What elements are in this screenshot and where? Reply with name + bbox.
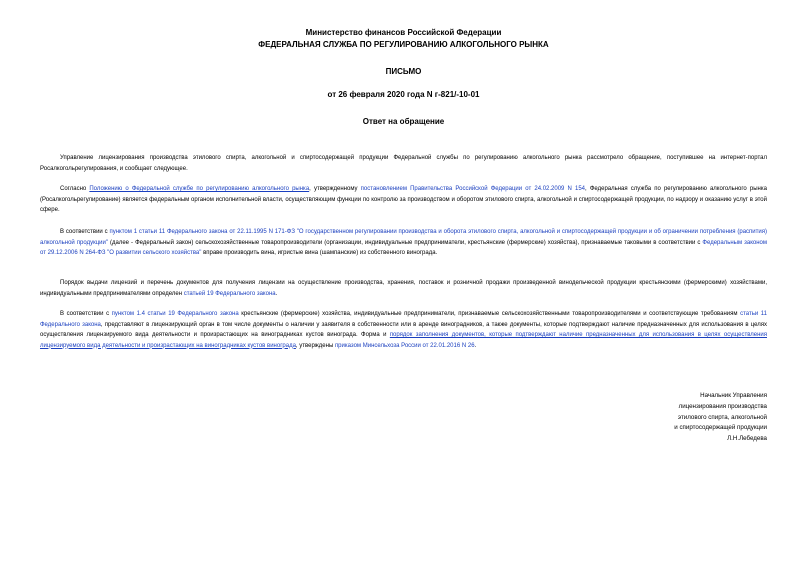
paragraph-3-text-3: вправе производить вина, игристые вина (шампанские) из собственного винограда. <box>201 250 438 256</box>
paragraph-2 <box>40 184 767 216</box>
paragraph-3 <box>40 227 767 259</box>
link-minselkhoz-order-26[interactable]: приказом Минсельхоза России от 22.01.2016 N 26 <box>334 342 475 349</box>
paragraph-3-text-2: (далее - Федеральный закон) сельскохозяйственные товаропроизводители (организации, индивидуальные предприниматели, крестьянские (фермерские) хозяйства), признаваемые таковыми в соответствии с <box>107 239 703 246</box>
link-government-decree-154[interactable]: постановлением Правительства Российской Федерации от 24.02.2009 N 154 <box>360 186 586 192</box>
link-filling-procedure[interactable]: порядок заполнения документов, которые подтверждают наличие предназначенных для использования в целях осуществления лицензируемого вида деятельности и произрастающих на виноградниках кустов винограда <box>40 332 767 349</box>
paragraph-2-text-3: , Федеральная служба по регулированию алкогольного рынка (Росалкогольрегулирование) является федеральным органом исполнительной власти, осуществляющим функции по контролю за производством и оборотом этилового спирта, алкогольной и спиртосодержащей продукции, по надзору и оказанию услуг в этой сфере. <box>40 186 767 213</box>
signature-department-1: лицензирования производства <box>678 402 767 410</box>
document-date-number: от 26 февраля 2020 года N г-821/-10-01 <box>327 90 480 99</box>
document-type: ПИСЬМО <box>385 67 422 76</box>
paragraph-4-text-2: . <box>275 290 278 297</box>
document-subject: Ответ на обращение <box>362 117 445 126</box>
paragraph-4 <box>40 278 767 299</box>
signature-department-2: этилового спирта, алкогольной <box>677 413 767 421</box>
paragraph-5-text-3: , представляют в лицензирующий орган в том числе документы о наличии у заявителя в собственности или в аренде виноградников, а также документы, которые подтверждают наличие предназначенных для использования в целях осуществления лицензируемого вида деятельности и произрастающих на виноградниках кустов винограда. Форма и <box>40 321 767 338</box>
signature-department-3: и спиртосодержащей продукции <box>674 424 767 432</box>
link-article-11[interactable]: статьи 11 Федерального закона <box>40 311 767 328</box>
paragraph-2-text-1: Согласно <box>60 186 90 192</box>
paragraph-5 <box>40 309 767 351</box>
paragraph-5-text-5: . <box>474 342 477 349</box>
link-article-19[interactable]: статьей 19 Федерального закона <box>183 290 276 297</box>
link-article-19-point-1-4[interactable]: пунктом 1.4 статьи 19 Федерального закона <box>111 311 239 317</box>
paragraph-5-text-2: крестьянские (фермерские) хозяйства, индивидуальные предприниматели, признаваемые сельскохозяйственными товаропроизводителями и соответствующие требованиям <box>238 311 741 317</box>
agency-name: ФЕДЕРАЛЬНАЯ СЛУЖБА ПО РЕГУЛИРОВАНИЮ АЛКОГОЛЬНОГО РЫНКА <box>258 40 549 49</box>
paragraph-5-text-4: , утверждены <box>295 342 335 349</box>
signature-name: Л.Н.Лебедева <box>727 435 767 443</box>
signature-block <box>567 391 767 445</box>
link-law-264-fz[interactable]: Федеральным законом от 29.12.2006 N 264-ФЗ "О развитии сельского хозяйства" <box>40 239 767 256</box>
paragraph-2-text-2: , утвержденному <box>309 186 361 192</box>
paragraph-3-text-1: В соответствии с <box>60 229 110 235</box>
link-law-171-fz-article-11[interactable]: пунктом 1 статьи 11 Федерального закона от 22.11.1995 N 171-ФЗ "О государственном регулировании производства и оборота этилового спирта, алкогольной и спиртосодержащей продукции и об ограничении потребления (распития) алкогольной продукции" <box>40 229 768 246</box>
paragraph-4-text-1: Порядок выдачи лицензий и перечень документов для получения лицензии на осуществление производства, хранения, поставок и розничной продажи произведенной винодельческой продукции крестьянскими (фермерскими) хозяйствами, индивидуальными предпринимателями определен <box>40 280 767 297</box>
paragraph-5-text-1: В соответствии с <box>60 311 112 317</box>
ministry-name: Министерство финансов Российской Федерации <box>305 28 502 37</box>
paragraph-1-text: Управление лицензирования производства этилового спирта, алкогольной и спиртосодержащей продукции Федеральной службы по регулированию алкогольного рынка рассмотрело обращение, поступившее на интернет-портал Росалкогольрегулирования, и сообщает следующее. <box>40 155 767 172</box>
paragraph-1 <box>40 153 767 174</box>
signature-title: Начальник Управления <box>700 392 767 399</box>
link-regulation-fsrar[interactable]: Положению о Федеральной службе по регулированию алкогольного рынка <box>89 186 310 192</box>
